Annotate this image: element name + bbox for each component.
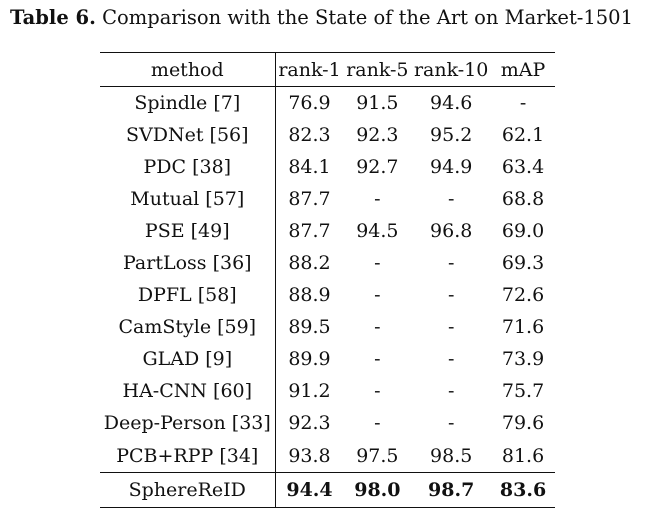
cell-method: GLAD [9] [100, 343, 275, 375]
cell-rank10: - [447, 316, 455, 338]
cell-method: CamStyle [59] [100, 311, 275, 343]
cell-rank10: 94.6 [430, 92, 473, 114]
cell-rank1: 76.9 [288, 92, 331, 114]
ours-cell-map: 83.6 [499, 479, 547, 501]
table-row [100, 375, 555, 407]
ours-cell-rank5: 98.0 [354, 479, 401, 501]
cell-rank1: 88.2 [288, 252, 331, 274]
cell-rank5: 94.5 [356, 220, 399, 242]
cell-map: - [519, 92, 527, 114]
table-row [100, 439, 555, 473]
cell-rank5: - [374, 252, 381, 274]
cell-method: PDC [38] [100, 151, 275, 183]
table-row [100, 343, 555, 375]
header-rank10: rank-10 [413, 58, 489, 81]
cell-method: Mutual [57] [100, 183, 275, 215]
cell-rank10: - [447, 380, 455, 402]
cell-rank1: 93.8 [288, 444, 331, 467]
cell-map: 62.1 [501, 124, 545, 146]
cell-rank5: 91.5 [356, 92, 399, 114]
cell-rank1: 92.3 [288, 412, 331, 434]
cell-method: SVDNet [56] [100, 119, 275, 151]
table-row [100, 87, 555, 120]
cell-method: Deep-Person [33] [100, 407, 275, 439]
cell-rank1: 87.7 [288, 220, 331, 242]
cell-method: HA-CNN [60] [100, 375, 275, 407]
cell-map: 69.3 [501, 252, 545, 274]
cell-rank5: 92.3 [356, 124, 399, 146]
ours-cell-rank10: 98.7 [428, 479, 475, 501]
cell-method: DPFL [58] [100, 279, 275, 311]
cell-map: 71.6 [501, 316, 545, 338]
cell-rank1: 87.7 [288, 188, 331, 210]
ours-cell-rank1: 94.4 [286, 479, 333, 501]
cell-rank5: - [374, 412, 381, 434]
table-caption [10, 5, 650, 31]
caption-text: Comparison with the State of the Art on Market-1501 [95, 6, 633, 29]
header-row [100, 53, 555, 87]
cell-rank5: - [374, 284, 381, 306]
cell-map: 72.6 [501, 284, 545, 306]
caption-label: Table 6. [10, 6, 96, 29]
header-map: mAP [500, 58, 546, 81]
cell-rank10: - [447, 412, 455, 434]
cell-rank10: - [447, 188, 455, 210]
ours-row [100, 473, 555, 508]
header-rank1: rank-1 [278, 58, 341, 81]
cell-rank10: 95.2 [430, 124, 473, 146]
cell-method: Spindle [7] [100, 87, 275, 120]
table-row [100, 151, 555, 183]
cell-method: PSE [49] [100, 215, 275, 247]
cell-map: 81.6 [501, 444, 545, 467]
table-row [100, 183, 555, 215]
cell-rank5: - [374, 348, 381, 370]
cell-rank5: - [374, 316, 381, 338]
table-body [100, 87, 555, 508]
cell-rank1: 89.5 [288, 316, 331, 338]
ours-cell-method: SphereReID [100, 473, 275, 508]
cell-rank10: 96.8 [430, 220, 473, 242]
cell-map: 68.8 [501, 188, 545, 210]
cell-map: 69.0 [501, 220, 545, 242]
header-method: method [100, 53, 275, 87]
cell-rank5: 97.5 [356, 444, 399, 467]
comparison-table [100, 52, 555, 508]
cell-map: 73.9 [501, 348, 545, 370]
table-row [100, 247, 555, 279]
cell-rank1: 88.9 [288, 284, 331, 306]
cell-rank10: - [447, 284, 455, 306]
table-row [100, 311, 555, 343]
table-row [100, 407, 555, 439]
cell-rank10: 98.5 [430, 444, 473, 467]
header-rank5: rank-5 [346, 58, 409, 81]
cell-rank1: 82.3 [288, 124, 331, 146]
table-row [100, 119, 555, 151]
cell-rank5: 92.7 [356, 156, 399, 178]
cell-map: 79.6 [501, 412, 545, 434]
table-row [100, 215, 555, 247]
cell-map: 63.4 [501, 156, 545, 178]
cell-rank1: 89.9 [288, 348, 331, 370]
cell-method: PCB+RPP [34] [100, 439, 275, 473]
cell-method: PartLoss [36] [100, 247, 275, 279]
cell-rank10: - [447, 252, 455, 274]
cell-rank10: - [447, 348, 455, 370]
cell-rank10: 94.9 [430, 156, 473, 178]
cell-rank1: 84.1 [288, 156, 331, 178]
cell-map: 75.7 [501, 380, 545, 402]
cell-rank1: 91.2 [288, 380, 331, 402]
cell-rank5: - [374, 188, 381, 210]
cell-rank5: - [374, 380, 381, 402]
table-row [100, 279, 555, 311]
